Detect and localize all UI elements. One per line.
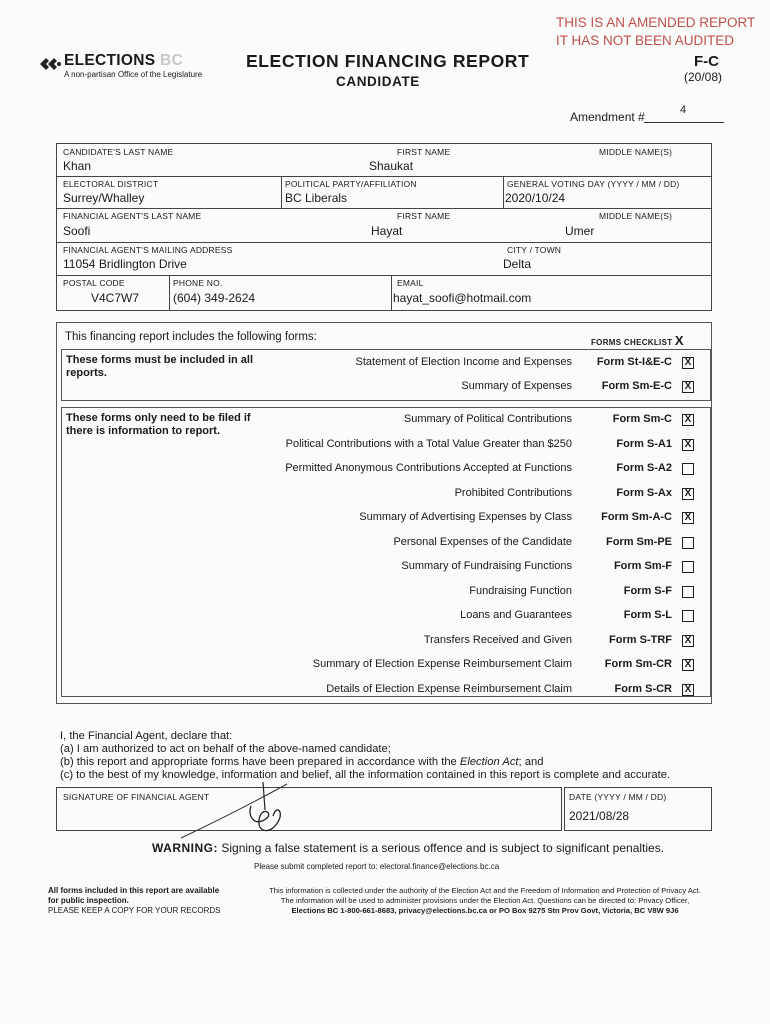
form-description: Loans and Guarantees xyxy=(460,609,572,621)
amended-notice xyxy=(556,14,755,50)
postal-code-label: POSTAL CODE xyxy=(63,278,125,288)
warning-label: WARNING: xyxy=(152,841,218,855)
date-label: DATE (YYYY / MM / DD) xyxy=(569,792,667,802)
form-checklist-row xyxy=(62,656,712,676)
form-code: F-C xyxy=(694,53,719,70)
form-checklist-row xyxy=(62,558,712,578)
form-description: Fundraising Function xyxy=(469,584,572,597)
form-checklist-row xyxy=(62,632,712,652)
form-checklist-row xyxy=(62,354,712,374)
form-checkbox[interactable]: X xyxy=(682,357,694,369)
declaration-a: (a) I am authorized to act on behalf of the above-named candidate; xyxy=(60,743,391,755)
form-code: Form S-A2 xyxy=(616,462,672,474)
warning-notice xyxy=(152,841,664,855)
form-checklist-row xyxy=(62,509,712,529)
form-checkbox[interactable]: X xyxy=(682,512,694,524)
form-description: Summary of Advertising Expenses by Class xyxy=(359,511,572,523)
form-description: Prohibited Contributions xyxy=(454,486,572,499)
form-code: Form S-CR xyxy=(614,682,672,695)
form-description: Summary of Fundraising Functions xyxy=(401,560,572,572)
amendment-label: Amendment # xyxy=(570,110,645,124)
agent-last-name: Soofi xyxy=(63,224,91,238)
report-subtitle: CANDIDATE xyxy=(336,74,420,89)
agent-middle-name: Umer xyxy=(565,224,595,238)
agent-first-name-label: FIRST NAME xyxy=(397,211,451,221)
form-checklist-row xyxy=(62,485,712,505)
form-code: Form S-F xyxy=(623,584,672,597)
agent-first-name: Hayat xyxy=(371,224,403,238)
amended-notice-line-2: IT HAS NOT BEEN AUDITED xyxy=(556,33,735,48)
agent-last-name-label: FINANCIAL AGENT'S LAST NAME xyxy=(63,211,202,221)
optional-forms-group xyxy=(61,407,711,697)
form-checklist-row xyxy=(62,681,712,701)
amended-notice-line-1: THIS IS AN AMENDED REPORT xyxy=(556,15,756,30)
form-code: Form S-A1 xyxy=(616,437,672,450)
form-checkbox[interactable] xyxy=(682,561,694,573)
signature-field[interactable] xyxy=(56,787,562,831)
form-checkbox[interactable]: X xyxy=(682,659,694,671)
footer-public-inspection: All forms included in this report are available for public inspection. PLEASE KEEP A COPY FOR YOUR RECORDS xyxy=(48,886,221,915)
form-description: Summary of Expenses xyxy=(461,380,572,392)
declaration-intro: I, the Financial Agent, declare that: xyxy=(60,730,233,742)
logo-tagline: A non-partisan Office of the Legislature xyxy=(64,70,203,79)
form-checkbox[interactable]: X xyxy=(682,635,694,647)
form-checkbox[interactable] xyxy=(682,537,694,549)
form-checkbox[interactable]: X xyxy=(682,684,694,696)
signature-label: SIGNATURE OF FINANCIAL AGENT xyxy=(63,792,210,802)
candidate-middle-name-label: MIDDLE NAME(S) xyxy=(599,147,673,157)
form-checklist-row xyxy=(62,583,712,603)
candidate-last-name: Khan xyxy=(63,159,92,173)
agent-email: hayat_soofi@hotmail.com xyxy=(393,291,532,305)
agent-middle-name-label: MIDDLE NAME(S) xyxy=(599,211,673,221)
signature-date: 2021/08/28 xyxy=(569,809,630,823)
form-checklist-row xyxy=(62,411,712,431)
candidate-last-name-label: CANDIDATE'S LAST NAME xyxy=(63,147,174,157)
district-label: ELECTORAL DISTRICT xyxy=(63,179,159,189)
form-description: Permitted Anonymous Contributions Accepted at Functions xyxy=(285,462,572,474)
form-code: Form S-Ax xyxy=(616,486,672,499)
form-version: (20/08) xyxy=(684,70,723,84)
form-code: Form S-L xyxy=(623,609,672,621)
form-checkbox[interactable]: X xyxy=(682,381,694,393)
agent-city: Delta xyxy=(503,257,532,271)
form-checklist-row xyxy=(62,378,712,398)
form-code: Form Sm-PE xyxy=(605,535,672,548)
declaration xyxy=(60,730,700,782)
form-checklist-row xyxy=(62,460,712,480)
checklist-mark: X xyxy=(674,333,684,348)
agent-address-label: FINANCIAL AGENT'S MAILING ADDRESS xyxy=(63,245,233,255)
candidate-first-name: Shaukat xyxy=(369,159,414,173)
date-field[interactable] xyxy=(564,787,712,831)
candidate-agent-info-box xyxy=(56,143,712,311)
form-description: Personal Expenses of the Candidate xyxy=(393,535,572,548)
candidate-first-name-label: FIRST NAME xyxy=(397,147,451,157)
form-description: Details of Election Expense Reimbursement Claim xyxy=(326,682,572,695)
form-description: Transfers Received and Given xyxy=(423,633,572,646)
form-checkbox[interactable] xyxy=(682,586,694,598)
warning-text: Signing a false statement is a serious offence and is subject to significant penalties. xyxy=(221,841,665,855)
report-title: ELECTION FINANCING REPORT xyxy=(246,51,530,71)
party-label: POLITICAL PARTY/AFFILIATION xyxy=(285,179,417,189)
form-code: Form Sm-CR xyxy=(604,658,672,670)
form-code: Form Sm-C xyxy=(612,413,672,425)
phone-label: PHONE NO. xyxy=(173,278,223,288)
elections-bc-logo xyxy=(38,52,203,81)
form-code: Form Sm-F xyxy=(613,560,672,572)
agent-postal-code: V4C7W7 xyxy=(91,291,140,305)
form-code: Form Sm-A-C xyxy=(601,511,672,523)
optional-forms-title: These forms only need to be filed if there is information to report. xyxy=(66,412,251,437)
forms-checklist-section xyxy=(56,322,712,704)
form-checklist-row xyxy=(62,534,712,554)
form-checklist-row xyxy=(62,436,712,456)
agent-signature-drawing xyxy=(177,776,307,846)
agent-phone: (604) 349-2624 xyxy=(173,291,256,305)
form-description: Summary of Political Contributions xyxy=(403,413,572,425)
form-code: Form Sm-E-C xyxy=(601,380,672,392)
form-checkbox[interactable] xyxy=(682,463,694,475)
logo-wordmark: ELECTIONS BC xyxy=(64,52,184,69)
electoral-district: Surrey/Whalley xyxy=(63,191,145,205)
logo-mark-icon xyxy=(38,52,62,76)
form-code: Form S-TRF xyxy=(609,633,672,646)
agent-mailing-address: 11054 Bridlington Drive xyxy=(63,257,187,271)
footer-privacy-notice: This information is collected under the authority of the Election Act and the Freedom of Information and Protection of Privacy Act. The information will be used to administer provisions under the Election Act. Questions can be directed to: Privacy Officer, Elections BC 1-800-661-8683, privacy@elections.bc.ca or PO Box 9275 Stn Prov Govt, Victoria, BC V8W 9J6 xyxy=(269,886,701,915)
form-description: Political Contributions with a Total Value Greater than $250 xyxy=(285,437,572,450)
amendment-number: 4 xyxy=(680,104,687,116)
form-code: Form St-I&E-C xyxy=(596,356,672,368)
form-checkbox[interactable] xyxy=(682,610,694,622)
form-checkbox[interactable]: X xyxy=(682,414,694,426)
form-checklist-row xyxy=(62,607,712,627)
submit-note: Please submit completed report to: electoral.finance@elections.bc.ca xyxy=(254,862,500,871)
required-forms-title: These forms must be included in all reports. xyxy=(66,354,254,379)
email-label: EMAIL xyxy=(397,278,424,288)
form-checkbox[interactable]: X xyxy=(682,439,694,451)
forms-checklist-label: FORMS CHECKLIST X xyxy=(591,333,684,348)
form-description: Statement of Election Income and Expenses xyxy=(355,356,572,368)
city-label: CITY / TOWN xyxy=(507,245,562,255)
general-voting-day: 2020/10/24 xyxy=(505,191,566,205)
voting-day-label: GENERAL VOTING DAY (YYYY / MM / DD) xyxy=(507,179,680,189)
declaration-b: (b) this report and appropriate forms have been prepared in accordance with the Election Act; and xyxy=(60,756,544,768)
amendment-line xyxy=(644,122,724,123)
form-checkbox[interactable]: X xyxy=(682,488,694,500)
political-party: BC Liberals xyxy=(285,191,348,205)
form-description: Summary of Election Expense Reimbursement Claim xyxy=(312,658,572,670)
declaration-c: (c) to the best of my knowledge, information and belief, all the information contained in this report is complete and accurate. xyxy=(60,769,671,781)
checklist-intro: This financing report includes the following forms: xyxy=(65,331,317,343)
required-forms-group xyxy=(61,349,711,401)
